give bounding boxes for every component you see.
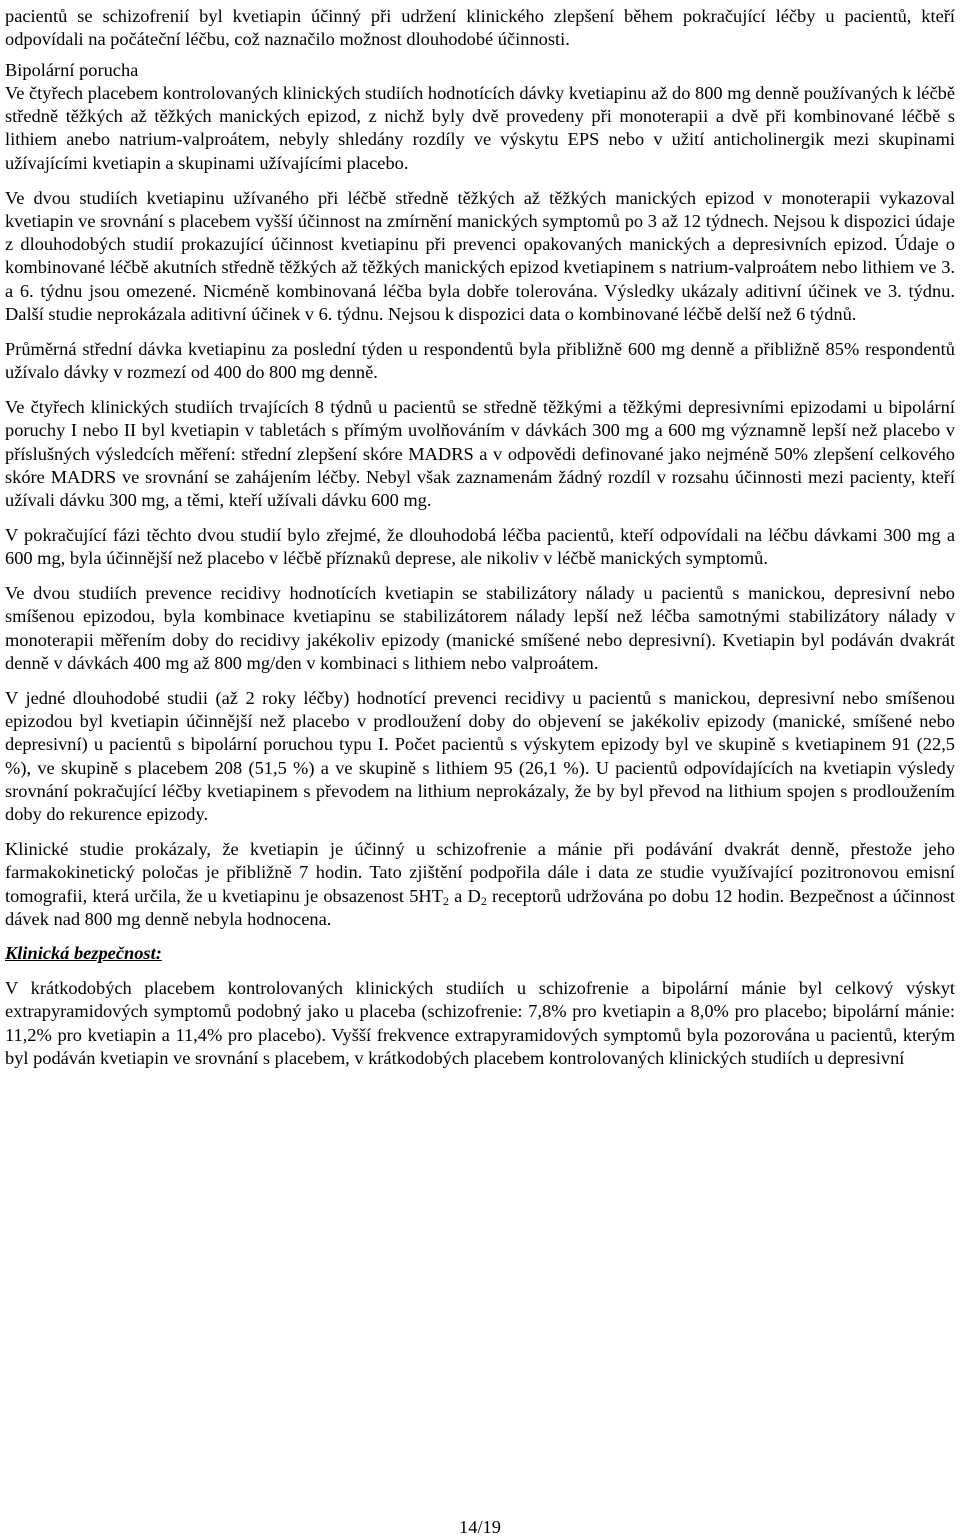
bipolar-disorder-heading: Bipolární porucha — [5, 59, 139, 80]
pk-text-part1: Klinické studie prokázaly, že kvetiapin je účinný u schizofrenie a mánie při podávání dvakrát denně, přestože jeho farmakokinetický poločas je přibližně 7 hodin. Tato zjištění podpořila dále i data ze studie využívající pozitronovou emisní tomografii, která určila, že u kvetiapinu je obsazenost 5HT — [5, 839, 955, 906]
paragraph-mean-dose: Průměrná střední dávka kvetiapinu za poslední týden u respondentů byla přibližně 600 mg denně a přibližně 85% respondentů užívalo dávky v rozmezí od 400 do 800 mg denně. — [5, 338, 955, 383]
pk-text-part2: a D — [448, 885, 481, 906]
pk-subscript-5ht2: 2 — [442, 893, 449, 908]
paragraph-continuation-phase: V pokračující fázi těchto dvou studií bylo zřejmé, že dlouhodobá léčba pacientů, kteří odpovídali na léčbu dávkami 300 mg a 600 mg, byla účinnější než placebo v léčbě příznaků deprese, ale nikoliv v léčbě manických symptomů. — [5, 524, 955, 569]
paragraph-depressive-episodes: Ve čtyřech klinických studiích trvajících 8 týdnů u pacientů se středně těžkými a těžkými depresivními epizodami u bipolární poruchy I nebo II byl kvetiapin v tabletách s přímým uvolňováním v dávkách 300 mg a 600 mg významně lepší než placebo v příslušných výsledcích měření: střední zlepšení skóre MADRS a v odpovědi definované jako nejméně 50% zlepšení celkového skóre MADRS ve srovnání se zahájením léčby. Nebyl však zaznamenám žádný rozdíl v rozsahu účinnosti mezi pacienty, kteří užívali dávku 300 mg, a těmi, kteří užívali dávku 600 mg. — [5, 396, 955, 511]
page-number: 14/19 — [459, 1517, 501, 1537]
paragraph-long-term-study: V jedné dlouhodobé studii (až 2 roky léčby) hodnotící prevenci recidivy u pacientů s manickou, depresivní nebo smíšenou epizodou byl kvetiapin účinnější než placebo v prodloužení doby do objevení se jakékoliv epizody (manické, smíšené nebo depresivní) u pacientů s bipolární poruchou typu I. Počet pacientů s výskytem epizody byl ve skupině s kvetiapinem 91 (22,5 %), ve skupině s placebem 208 (51,5 %) a ve skupině s lithiem 95 (26,1 %). U pacientů odpovídajících na kvetiapin výsledy srovnání pokračující léčby kvetiapinem s převodem na lithium neprokázaly, že by byl převod na lithium spojen s prodloužením doby do rekurence epizody. — [5, 687, 955, 825]
paragraph-pharmacokinetics — [5, 838, 955, 931]
pk-subscript-d2: 2 — [480, 893, 487, 908]
paragraph-monotherapy-studies: Ve dvou studiích kvetiapinu užívaného při léčbě středně těžkých až těžkých manických epizod v monoterapii vykazoval kvetiapin ve srovnání s placebem vyšší účinnost na zmírnění manických symptomů po 3 až 12 týdnech. Nejsou k dispozici údaje z dlouhodobých studií prokazující účinnost kvetiapinu při prevenci opakovaných manických a depresivních epizod. Údaje o kombinované léčbě akutních středně těžkých až těžkých manických epizod kvetiapinem s natrium-valproátem nebo lithiem ve 3. a 6. týdnu jsou omezené. Nicméně kombinovaná léčba byla dobře tolerována. Výsledky ukázaly aditivní účinek ve 3. týdnu. Další studie neprokázala aditivní účinek v 6. týdnu. Nejsou k dispozici data o kombinované léčbě delší než 6 týdnů. — [5, 187, 955, 325]
clinical-safety-heading: Klinická bezpečnost: — [5, 943, 162, 964]
paragraph-relapse-prevention: Ve dvou studiích prevence recidivy hodnotících kvetiapin se stabilizátory nálady u pacientů s manickou, depresivní nebo smíšenou epizodou, byla kombinace kvetiapinu se stabilizátorem nálady lepší než léčba samotnými stabilizátory nálady v monoterapii měřením doby do recidivy jakékoliv epizody (manické smíšené nebo depresivní). Kvetiapin byl podáván dvakrát denně v dávkách 400 mg až 800 mg/den v kombinaci s lithiem nebo valproátem. — [5, 583, 955, 673]
paragraph-clinical-safety: V krátkodobých placebem kontrolovaných klinických studiích u schizofrenie a bipolární mánie byl celkový výskyt extrapyramidových symptomů podobný jako u placeba (schizofrenie: 7,8% pro kvetiapin a 8,0% pro placebo; bipolární mánie: 11,2% pro kvetiapin a 11,4% pro placebo). Vyšší frekvence extrapyramidových symptomů byla pozorována u pacientů, kterým byl podáván kvetiapin ve srovnání s placebem, v krátkodobých placebem kontrolovaných klinických studiích u depresivní — [5, 977, 955, 1068]
paragraph-eps-studies: Ve čtyřech placebem kontrolovaných klinických studiích hodnotících dávky kvetiapinu až do 800 mg denně používaných k léčbě středně těžkých až těžkých manických epizod, z nichž byly dvě provedeny při monoterapii a dvě při kombinované léčbě s lithiem anebo natrium-valproátem, nebyly shledány rozdíly ve výskytu EPS nebo v užití anticholinergik mezi skupinami užívajícími kvetiapin a skupinami užívajícími placebo. — [5, 82, 955, 173]
document-page — [5, 0, 955, 1070]
intro-paragraph: pacientů se schizofrenií byl kvetiapin účinný při udržení klinického zlepšení během pokračující léčby u pacientů, kteří odpovídali na počáteční léčbu, což naznačilo možnost dlouhodobé účinnosti. — [5, 6, 955, 50]
pk-text-part3: receptorů udržována po dobu 12 hodin. Bezpečnost a účinnost dávek nad 800 mg denně nebyla hodnocena. — [5, 885, 956, 929]
